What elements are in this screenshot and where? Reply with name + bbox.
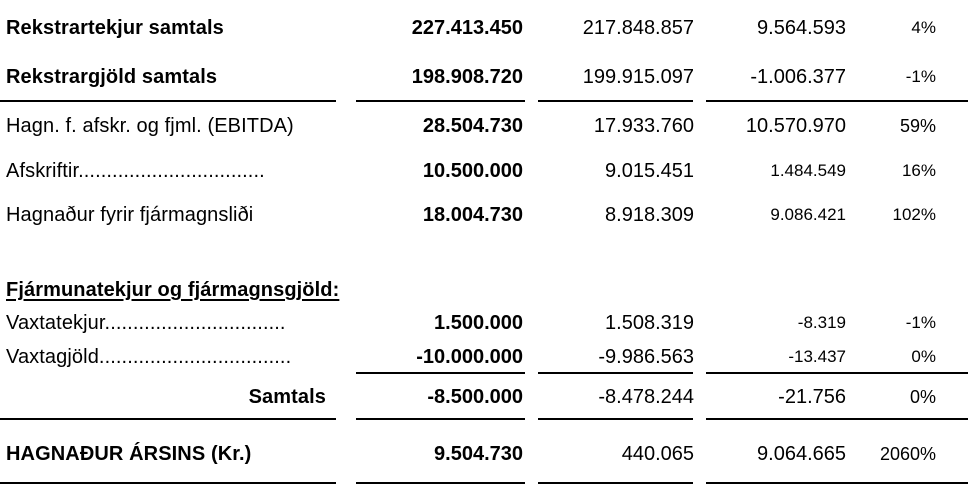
budget-value: 1.500.000: [434, 312, 523, 334]
divider-line: [538, 418, 693, 420]
divider-line: [538, 482, 693, 484]
change-value: 1.484.549: [770, 161, 846, 180]
percent-value: -1%: [905, 67, 936, 86]
budget-value: 227.413.450: [411, 17, 523, 39]
table-row-ebitda: [0, 110, 970, 142]
change-value: -1.006.377: [750, 66, 846, 88]
table-row-profit-before-finance: [0, 199, 970, 231]
divider-line: [0, 418, 336, 420]
divider-line: [0, 100, 336, 102]
row-label: Vaxtatekjur................................: [6, 312, 286, 334]
row-label: Hagn. f. afskr. og fjml. (EBITDA): [6, 115, 294, 137]
row-label: Afskriftir.................................: [6, 160, 265, 182]
prior-value: -9.986.563: [598, 346, 694, 368]
divider-line: [538, 100, 693, 102]
table-row-interest-expense: [0, 341, 970, 373]
prior-value: -8.478.244: [598, 386, 694, 408]
row-label: Rekstrargjöld samtals: [6, 66, 218, 88]
percent-value: 59%: [899, 116, 936, 136]
section-heading: Fjármunatekjur og fjármagnsgjöld:: [6, 279, 340, 301]
row-label: Rekstrartekjur samtals: [6, 17, 224, 39]
divider-line: [356, 418, 525, 420]
row-label: Vaxtagjöld..................................: [6, 346, 292, 368]
divider-line: [356, 100, 525, 102]
prior-value: 1.508.319: [605, 312, 694, 334]
prior-value: 9.015.451: [605, 160, 694, 182]
percent-value: 0%: [909, 387, 936, 407]
row-label: Hagnaður fyrir fjármagnsliði: [6, 204, 254, 226]
table-row-expense-total: [0, 61, 970, 93]
prior-value: 199.915.097: [582, 66, 694, 88]
percent-value: -1%: [905, 313, 936, 332]
percent-value: 0%: [911, 347, 936, 366]
change-value: -13.437: [788, 347, 846, 366]
table-row-finance-total: [0, 381, 970, 413]
change-value: -21.756: [778, 386, 846, 408]
budget-value: -10.000.000: [416, 346, 523, 368]
table-row-net-profit: [0, 438, 970, 470]
divider-line: [706, 100, 968, 102]
row-label: HAGNAÐUR ÁRSINS (Kr.): [6, 443, 252, 465]
percent-value: 102%: [892, 205, 936, 224]
divider-line: [0, 482, 336, 484]
divider-line: [706, 372, 968, 374]
percent-value: 2060%: [879, 444, 936, 464]
divider-line: [356, 372, 525, 374]
divider-line: [356, 482, 525, 484]
budget-value: 198.908.720: [411, 66, 523, 88]
budget-value: 18.004.730: [422, 204, 523, 226]
section-heading-finance: [0, 274, 970, 306]
budget-value: 28.504.730: [422, 115, 523, 137]
divider-line: [706, 418, 968, 420]
table-row-depreciation: [0, 155, 970, 187]
percent-value: 16%: [901, 161, 936, 180]
budget-value: 10.500.000: [422, 160, 523, 182]
change-value: 9.564.593: [757, 17, 846, 39]
prior-value: 440.065: [621, 443, 694, 465]
prior-value: 17.933.760: [593, 115, 694, 137]
budget-value: -8.500.000: [427, 386, 523, 408]
change-value: 9.064.665: [757, 443, 846, 465]
prior-value: 217.848.857: [582, 17, 694, 39]
change-value: 10.570.970: [745, 115, 846, 137]
change-value: -8.319: [797, 313, 846, 332]
row-label: Samtals: [248, 386, 326, 408]
table-row-interest-income: [0, 307, 970, 339]
budget-value: 9.504.730: [434, 443, 523, 465]
percent-value: 4%: [911, 18, 936, 37]
change-value: 9.086.421: [770, 205, 846, 224]
table-row-revenue-total: [0, 12, 970, 44]
divider-line: [538, 372, 693, 374]
prior-value: 8.918.309: [605, 204, 694, 226]
divider-line: [706, 482, 968, 484]
